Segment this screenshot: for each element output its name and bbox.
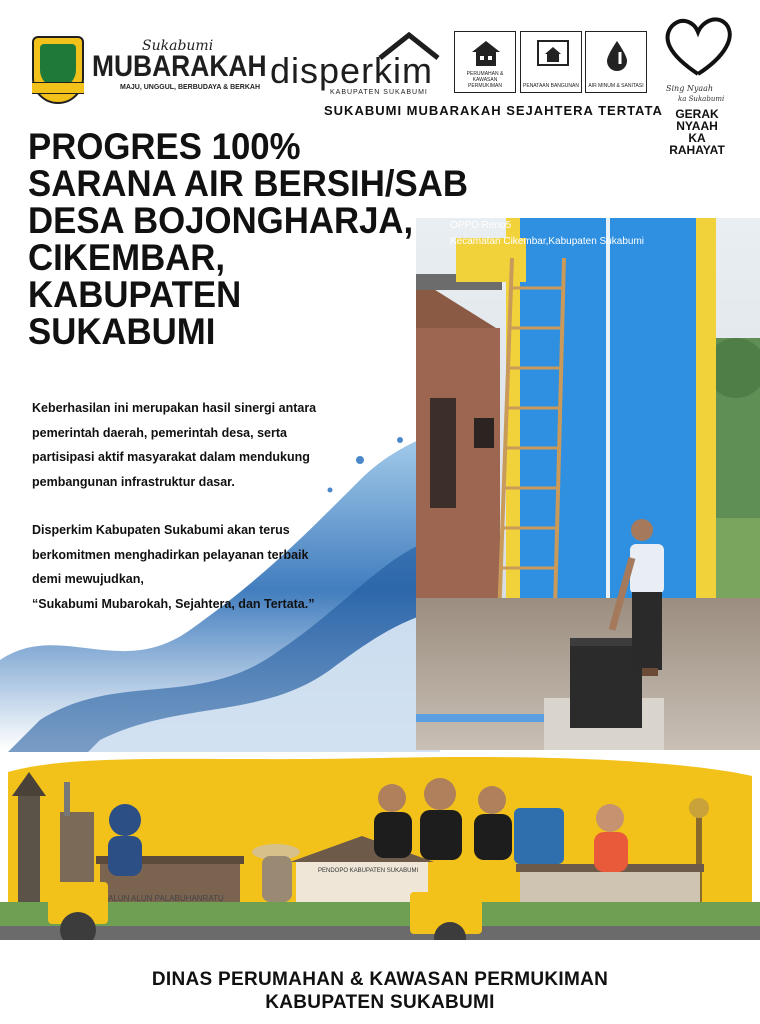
photo-watermark-device: OPPO Reno5 xyxy=(450,220,512,231)
perumahan-caption: PERUMAHAN & KAWASAN PERMUKIMAN xyxy=(466,71,504,89)
pendopo-label: PENDOPO KABUPATEN SUKABUMI xyxy=(318,868,419,874)
campaign-line: NYAAH xyxy=(676,119,718,133)
paragraph-line: pemerintah daerah, pemerintah desa, serta xyxy=(32,425,287,440)
footer-regency-name: KABUPATEN SUKABUMI xyxy=(265,992,495,1013)
paragraph-line: demi mewujudkan, xyxy=(32,572,144,586)
headline xyxy=(28,126,468,352)
paragraph-line: pembangunan infrastruktur dasar. xyxy=(32,474,235,489)
air-minum-caption: AIR MINUM & SANITASI xyxy=(588,83,644,89)
disperkim-logo-sub: KABUPATEN SUKABUMI xyxy=(330,89,428,96)
water-tank-photo xyxy=(416,218,760,750)
campaign-line: GERAK xyxy=(675,107,719,121)
blueprint-icon xyxy=(535,38,571,70)
kabupaten-crest-logo xyxy=(32,36,84,104)
water-drop-icon xyxy=(600,38,634,72)
campaign-script-2: ka Sukabumi xyxy=(678,95,725,103)
headline-line: SARANA AIR BERSIH/SAB xyxy=(28,163,468,204)
campaign-logo-text xyxy=(658,108,736,156)
mubarakah-logo-title: MUBARAKAH xyxy=(92,50,267,83)
headline-line: SUKABUMI xyxy=(28,311,216,352)
community-collage-graphic xyxy=(0,752,760,958)
campaign-line: KA xyxy=(688,131,706,145)
headline-line: PROGRES 100% xyxy=(28,126,301,167)
paragraph-line: Disperkim Kabupaten Sukabumi akan terus xyxy=(32,523,290,537)
campaign-script-1: Sing Nyaah xyxy=(666,84,714,93)
paragraph-line: berkomitmen menghadirkan pelayanan terbaik xyxy=(32,547,309,562)
house-icon xyxy=(469,38,503,68)
penataan-icon-box xyxy=(520,31,582,93)
paragraph-line: Keberhasilan ini merupakan hasil sinergi antara xyxy=(32,401,317,415)
photo-watermark-location: Kecamatan Cikembar,Kabupaten Sukabumi xyxy=(450,236,645,247)
headline-line: CIKEMBAR, xyxy=(28,237,226,278)
footer-agency-name: DINAS PERUMAHAN & KAWASAN PERMUKIMAN xyxy=(151,969,609,990)
alun-alun-label: ALUN ALUN PALABUHANRATU xyxy=(108,894,224,903)
disperkim-logo-title: disperkim xyxy=(270,50,434,91)
campaign-line: RAHAYAT xyxy=(669,143,725,157)
penataan-caption: PENATAAN BANGUNAN xyxy=(523,83,579,89)
mubarakah-tagline: MAJU, UNGGUL, BERBUDAYA & BERKAH xyxy=(120,84,261,91)
perumahan-icon-box xyxy=(454,31,516,93)
mubarakah-script: Sukabumi xyxy=(142,38,214,54)
headline-line: KABUPATEN xyxy=(28,274,242,315)
paragraph-2 xyxy=(32,518,412,616)
air-minum-icon-box xyxy=(585,31,647,93)
heart-icon xyxy=(660,12,736,82)
paragraph-1 xyxy=(32,396,412,494)
paragraph-line: “Sukabumi Mubarokah, Sejahtera, dan Tertata.” xyxy=(32,596,315,611)
paragraph-line: partisipasi aktif masyarakat dalam mendukung xyxy=(32,450,310,464)
headline-line: DESA BOJONGHARJA, xyxy=(28,200,414,241)
tagline: SUKABUMI MUBARAKAH SEJAHTERA TERTATA xyxy=(324,103,663,118)
